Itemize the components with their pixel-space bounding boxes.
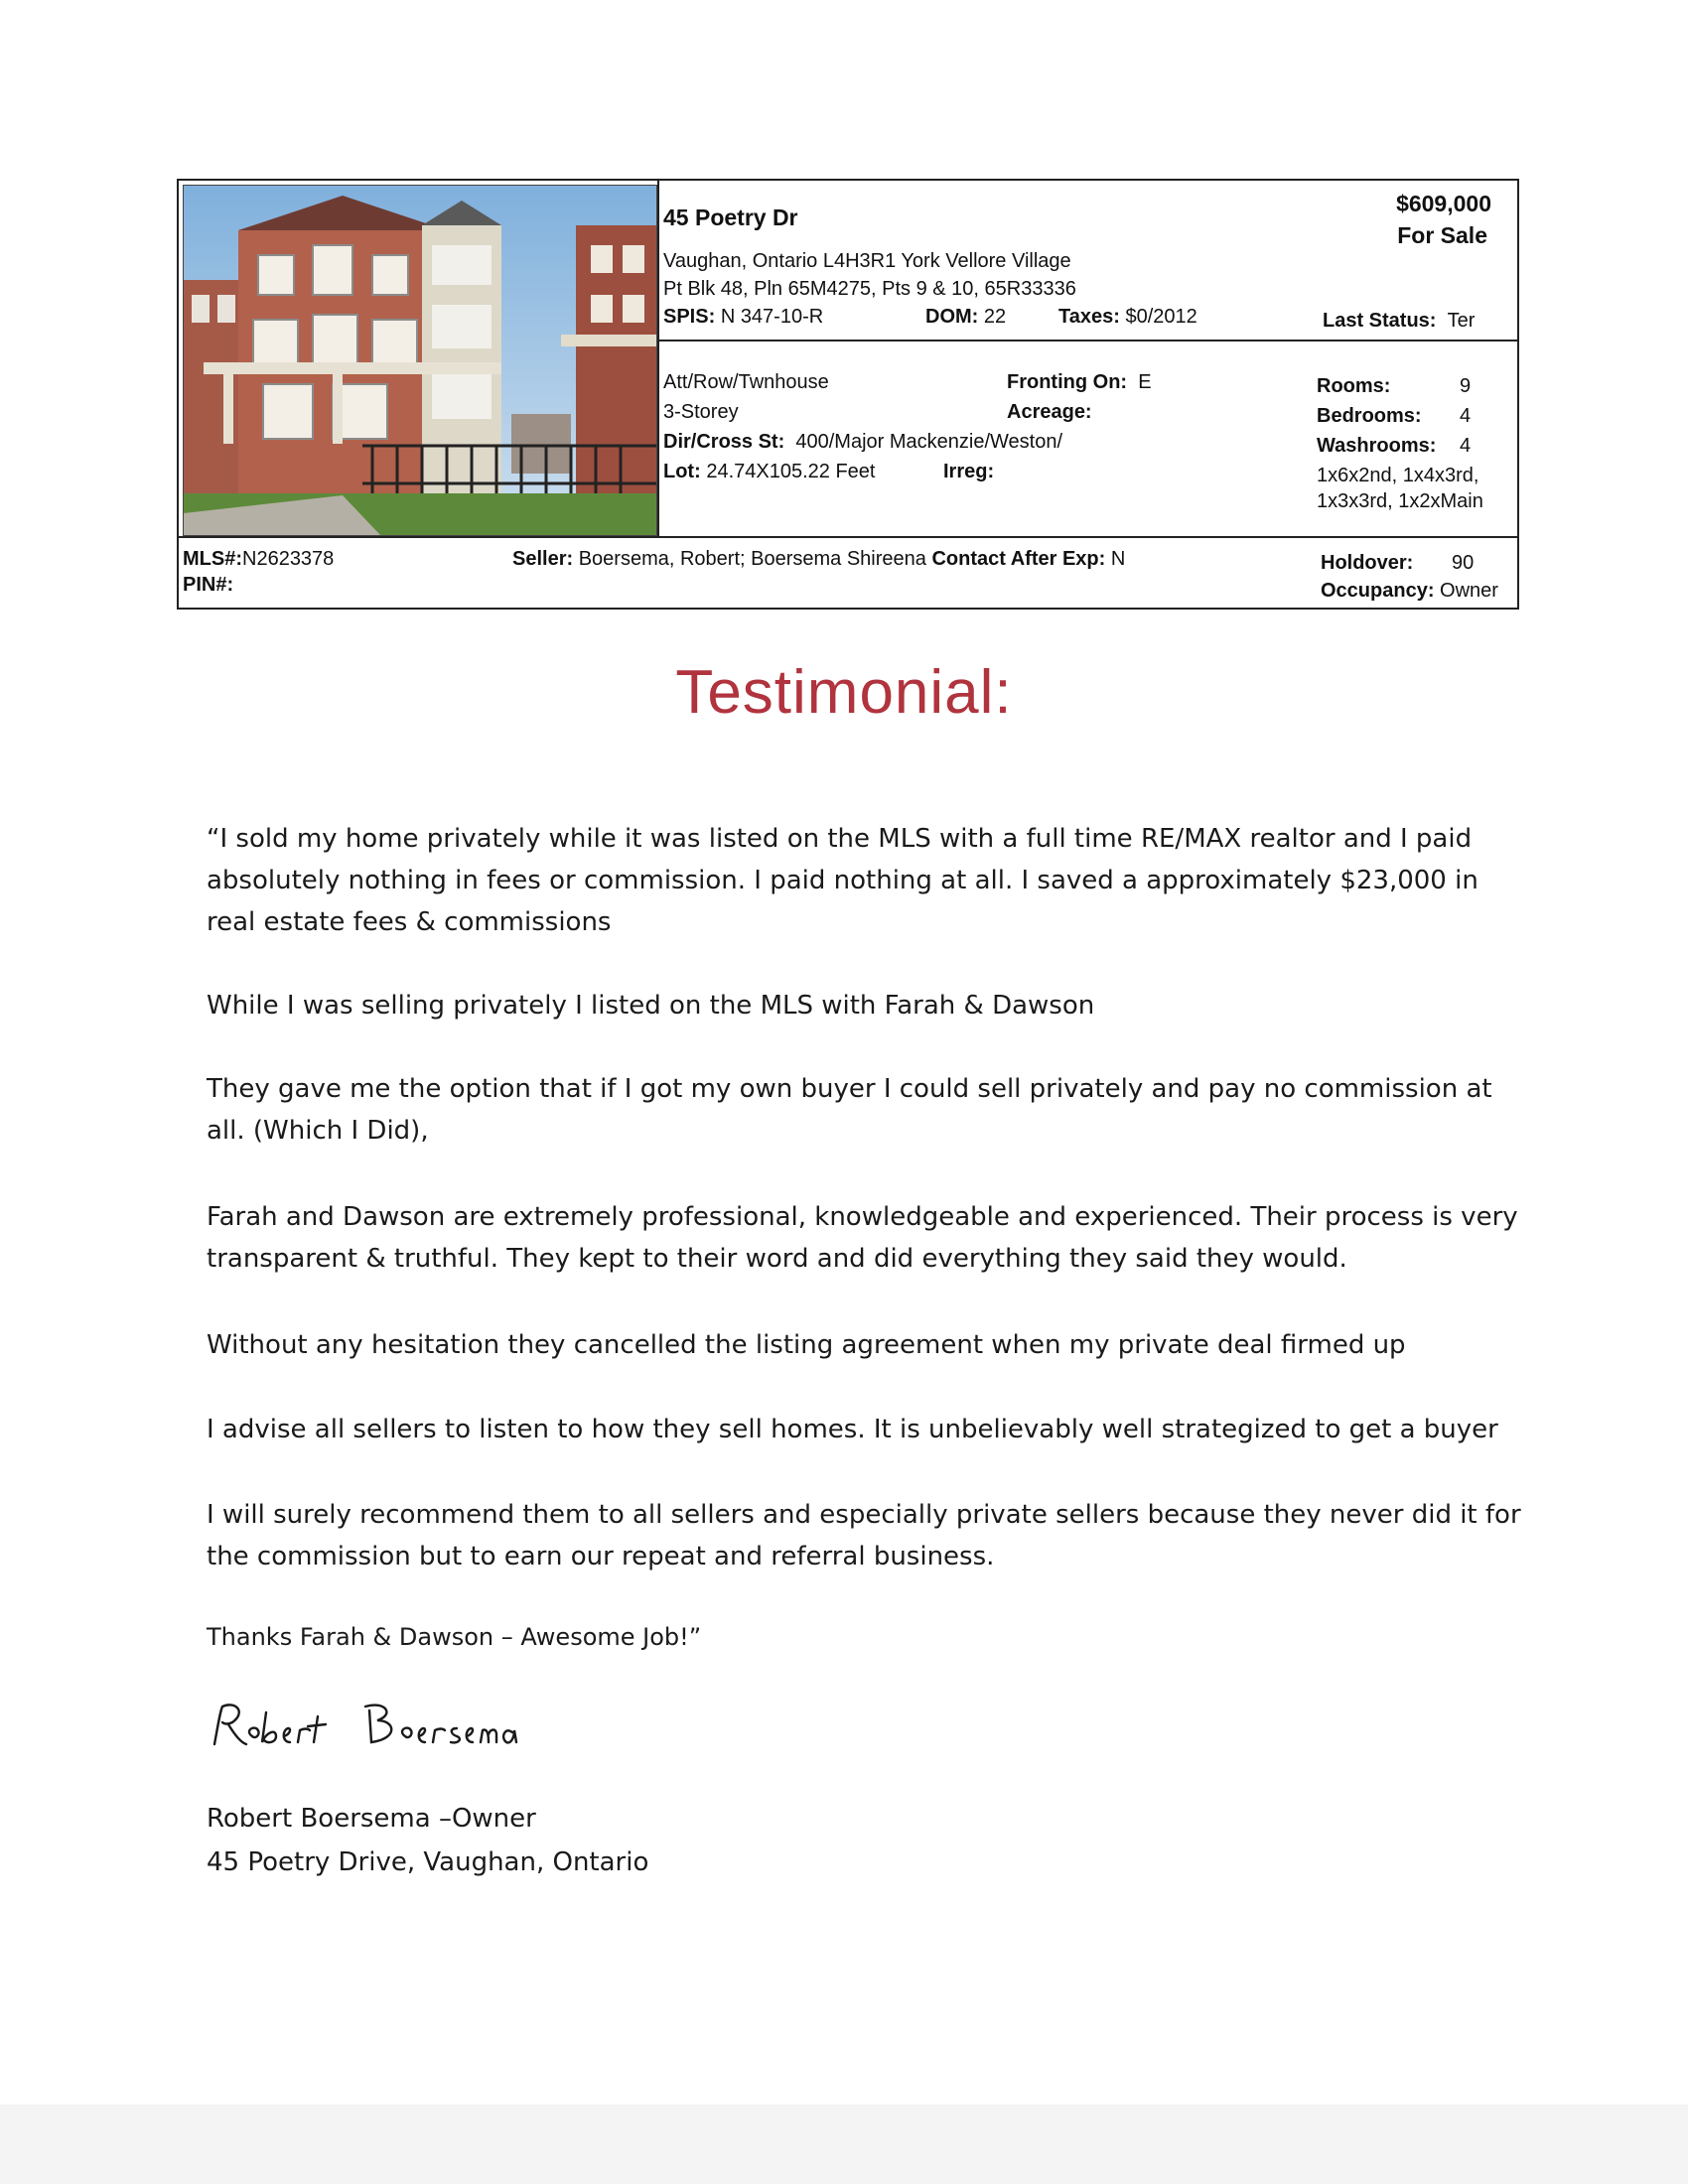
sign-off-block bbox=[207, 1797, 648, 1884]
handwritten-signature bbox=[207, 1693, 524, 1762]
owner-name: Robert Boersema –Owner bbox=[207, 1804, 536, 1834]
card-divider-vertical bbox=[657, 181, 659, 536]
thanks-text: Thanks Farah & Dawson – Awesome Job!” bbox=[207, 1623, 702, 1651]
mls-label: MLS#: bbox=[183, 548, 242, 570]
occupancy-field bbox=[1321, 580, 1498, 603]
bedrooms-value: 4 bbox=[1460, 405, 1472, 427]
acreage-label: Acreage: bbox=[1007, 401, 1092, 423]
washroom-detail-line-1: 1x6x2nd, 1x4x3rd, bbox=[1317, 465, 1479, 486]
bedrooms-label: Bedrooms: bbox=[1317, 405, 1422, 427]
seller-label: Seller: bbox=[512, 548, 574, 570]
mls-listing-card bbox=[177, 179, 1519, 610]
paragraph-text: I advise all sellers to listen to how they sell homes. It is unbelievably well strategized to get a buyer bbox=[207, 1415, 1498, 1444]
mls-number-field bbox=[183, 548, 334, 571]
fronting-label: Fronting On: bbox=[1007, 371, 1128, 393]
cross-street-label: Dir/Cross St: bbox=[663, 431, 785, 453]
testimonial-heading: Testimonial: bbox=[675, 658, 1013, 727]
testimonial-thanks bbox=[207, 1616, 1527, 1658]
rooms-value: 9 bbox=[1460, 375, 1472, 397]
occupancy-label: Occupancy: bbox=[1321, 580, 1435, 602]
spis-value: N 347-10-R bbox=[720, 306, 824, 328]
paragraph-text: Without any hesitation they cancelled the listing agreement when my private deal firmed up bbox=[207, 1330, 1406, 1360]
testimonial-paragraph-7 bbox=[207, 1494, 1527, 1577]
occupancy-value: Owner bbox=[1440, 580, 1498, 602]
fronting-field bbox=[1007, 371, 1152, 394]
last-status-label: Last Status: bbox=[1323, 310, 1437, 332]
rooms-label: Rooms: bbox=[1317, 375, 1391, 397]
mls-value: N2623378 bbox=[242, 548, 335, 570]
testimonial-paragraph-2 bbox=[207, 985, 1527, 1026]
holdover-value: 90 bbox=[1452, 552, 1475, 574]
washroom-detail-line-2: 1x3x3rd, 1x2xMain bbox=[1317, 490, 1483, 512]
lot-field bbox=[663, 461, 875, 483]
property-type: Att/Row/Twnhouse bbox=[663, 371, 829, 393]
holdover-label: Holdover: bbox=[1321, 552, 1414, 574]
cross-street-field bbox=[663, 431, 1062, 454]
washrooms-value: 4 bbox=[1460, 435, 1472, 457]
card-divider-horizontal bbox=[657, 340, 1517, 341]
taxes-value: $0/2012 bbox=[1125, 306, 1197, 328]
irreg-label: Irreg: bbox=[943, 461, 995, 482]
listing-price: $609,000 bbox=[1396, 191, 1491, 216]
scan-bottom-edge bbox=[0, 2105, 1688, 2184]
seller-field bbox=[512, 548, 1125, 571]
testimonial-paragraph-4 bbox=[207, 1196, 1527, 1280]
listing-address: 45 Poetry Dr bbox=[663, 205, 798, 230]
testimonial-paragraph-6 bbox=[207, 1409, 1527, 1450]
spis-label: SPIS: bbox=[663, 306, 716, 328]
paragraph-text: They gave me the option that if I got my own buyer I could sell privately and pay no commission at all. (Which I Did), bbox=[207, 1074, 1492, 1146]
paragraph-text: While I was selling privately I listed on the MLS with Farah & Dawson bbox=[207, 991, 1095, 1021]
taxes-label: Taxes: bbox=[1058, 306, 1120, 328]
listing-status: For Sale bbox=[1397, 222, 1487, 248]
property-style: 3-Storey bbox=[663, 401, 739, 423]
taxes-field bbox=[1058, 306, 1197, 329]
fronting-value: E bbox=[1138, 371, 1152, 393]
seller-value: Boersema, Robert; Boersema Shireena bbox=[578, 548, 926, 570]
testimonial-paragraph-5 bbox=[207, 1324, 1527, 1366]
listing-location: Vaughan, Ontario L4H3R1 York Vellore Village bbox=[663, 250, 1071, 272]
dom-label: DOM: bbox=[925, 306, 979, 328]
contact-after-exp-value: N bbox=[1110, 548, 1126, 570]
owner-address: 45 Poetry Drive, Vaughan, Ontario bbox=[207, 1847, 649, 1877]
last-status-field bbox=[1323, 310, 1475, 333]
spis-field bbox=[663, 306, 823, 329]
washrooms-label: Washrooms: bbox=[1317, 435, 1437, 457]
contact-after-exp-label: Contact After Exp: bbox=[931, 548, 1106, 570]
lot-label: Lot: bbox=[663, 461, 701, 482]
paragraph-text: “I sold my home privately while it was listed on the MLS with a full time RE/MAX realtor and I paid absolutely nothing in fees or commission. I paid nothing at all. I saved a approximately $23,000 in real estate fees & commissions bbox=[207, 824, 1478, 937]
dom-value: 22 bbox=[983, 306, 1007, 328]
testimonial-paragraph-1 bbox=[207, 818, 1527, 943]
paragraph-text: I will surely recommend them to all sellers and especially private sellers because they never did it for the commission but to earn our repeat and referral business. bbox=[207, 1500, 1521, 1571]
lot-value: 24.74X105.22 Feet bbox=[706, 461, 876, 482]
last-status-value: Ter bbox=[1447, 310, 1476, 332]
listing-legal: Pt Blk 48, Pln 65M4275, Pts 9 & 10, 65R33336 bbox=[663, 278, 1076, 300]
cross-street-value: 400/Major Mackenzie/Weston/ bbox=[795, 431, 1063, 453]
dom-field bbox=[925, 306, 1006, 329]
paragraph-text: Farah and Dawson are extremely professional, knowledgeable and experienced. Their process is very transparent & truthful. They kept to their word and did everything they said they would. bbox=[207, 1202, 1518, 1274]
card-divider-footer bbox=[179, 536, 1517, 538]
pin-label: PIN#: bbox=[183, 574, 234, 596]
testimonial-paragraph-3 bbox=[207, 1068, 1527, 1152]
house-photo bbox=[183, 185, 657, 536]
